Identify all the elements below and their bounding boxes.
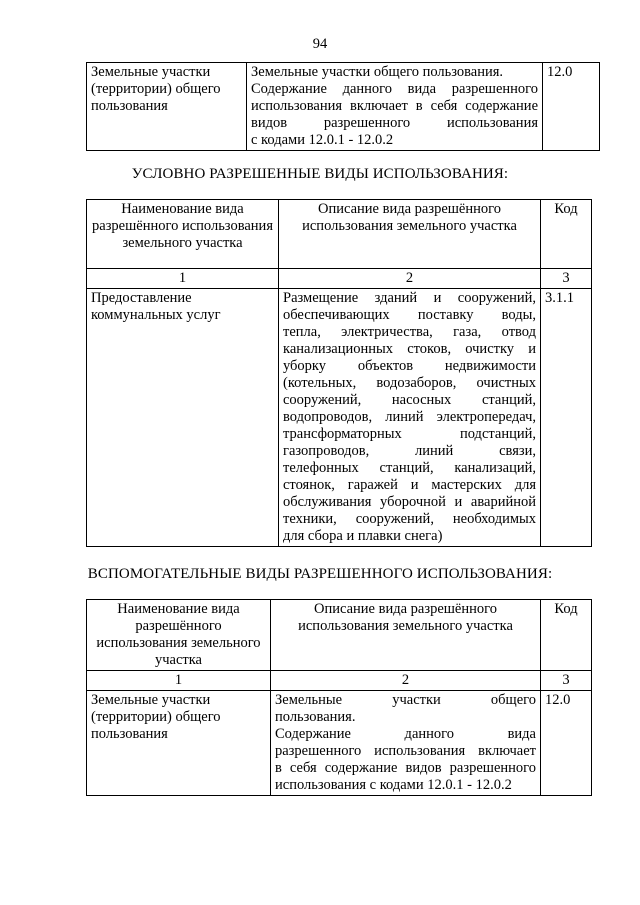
description-line: сооружений, насосных станций,: [283, 392, 536, 408]
conditional-uses-table: [86, 199, 592, 547]
table-header-row: [87, 600, 592, 671]
use-name-cell: Земельные участки (территории) общего пользования: [87, 63, 247, 151]
description-line: видов разрешенного использования: [251, 115, 538, 131]
table-row: [87, 289, 592, 547]
description-line: обеспечивающих поставку воды,: [283, 307, 536, 323]
description-line: водопроводов, линий электропередач,: [283, 409, 536, 425]
column-number: 2: [279, 269, 541, 289]
description-line: уборку объектов недвижимости: [283, 358, 536, 374]
page-number: 94: [312, 36, 328, 52]
use-description-cell: [271, 691, 541, 796]
description-line: использования с кодами 12.0.1 - 12.0.2: [275, 777, 512, 793]
use-description-cell: [247, 63, 543, 151]
column-number: 3: [541, 269, 592, 289]
description-line: Содержание данного вида разрешенного: [251, 81, 538, 97]
use-code-cell: 12.0: [543, 63, 600, 151]
header-name: Наименование вида разрешённого использования земельного участка: [87, 200, 279, 269]
description-line: стоянок, гаражей и мастерских для: [283, 477, 536, 493]
auxiliary-uses-table: [86, 599, 592, 796]
description-line: Земельные участки общего пользования.: [251, 64, 504, 80]
header-name: Наименование вида разрешённого использования земельного участка: [87, 600, 271, 671]
column-number: 1: [87, 269, 279, 289]
description-line: использования включает в себя содержание: [251, 98, 538, 114]
description-line: разрешенного использования включает: [275, 743, 536, 759]
header-description: Описание вида разрешённого использования земельного участка: [279, 200, 541, 269]
description-line: (котельных, водозаборов, очистных: [283, 375, 536, 391]
table-row: [87, 691, 592, 796]
use-code-cell: 12.0: [541, 691, 592, 796]
column-number: 2: [271, 671, 541, 691]
table-row: [87, 63, 600, 151]
description-line: в себя содержание видов разрешенного: [275, 760, 536, 776]
column-number: 1: [87, 671, 271, 691]
description-line: канализационных стоков, очистку и: [283, 341, 536, 357]
description-line: трансформаторных подстанций,: [283, 426, 536, 442]
column-number-row: [87, 269, 592, 289]
description-line: техники, сооружений, необходимых: [283, 511, 536, 527]
description-line: тепла, электричества, газа, отвод: [283, 324, 536, 340]
description-line: Содержание данного вида: [275, 726, 536, 742]
column-number: 3: [541, 671, 592, 691]
header-code: Код: [541, 600, 592, 671]
description-line: обслуживания уборочной и аварийной: [283, 494, 536, 510]
description-line: Размещение зданий и сооружений,: [283, 290, 536, 306]
section-heading-auxiliary: ВСПОМОГАТЕЛЬНЫЕ ВИДЫ РАЗРЕШЕННОГО ИСПОЛЬЗОВАНИЯ:: [87, 566, 553, 582]
description-line: газопроводов, линий связи,: [283, 443, 536, 459]
description-line: пользования.: [275, 709, 356, 725]
description-line: с кодами 12.0.1 - 12.0.2: [251, 132, 394, 148]
column-number-row: [87, 671, 592, 691]
section-heading-conditional: УСЛОВНО РАЗРЕШЕННЫЕ ВИДЫ ИСПОЛЬЗОВАНИЯ:: [131, 166, 509, 182]
use-name-cell: Земельные участки (территории) общего пользования: [87, 691, 271, 796]
continuation-table: [86, 62, 600, 151]
header-description: Описание вида разрешённого использования земельного участка: [271, 600, 541, 671]
description-line: для сбора и плавки снега): [283, 528, 443, 544]
use-description-cell: [279, 289, 541, 547]
use-code-cell: 3.1.1: [541, 289, 592, 547]
description-line: телефонных станций, канализаций,: [283, 460, 536, 476]
table-header-row: [87, 200, 592, 269]
use-name-cell: Предоставление коммунальных услуг: [87, 289, 279, 547]
header-code: Код: [541, 200, 592, 269]
description-line: Земельные участки общего: [275, 692, 536, 708]
